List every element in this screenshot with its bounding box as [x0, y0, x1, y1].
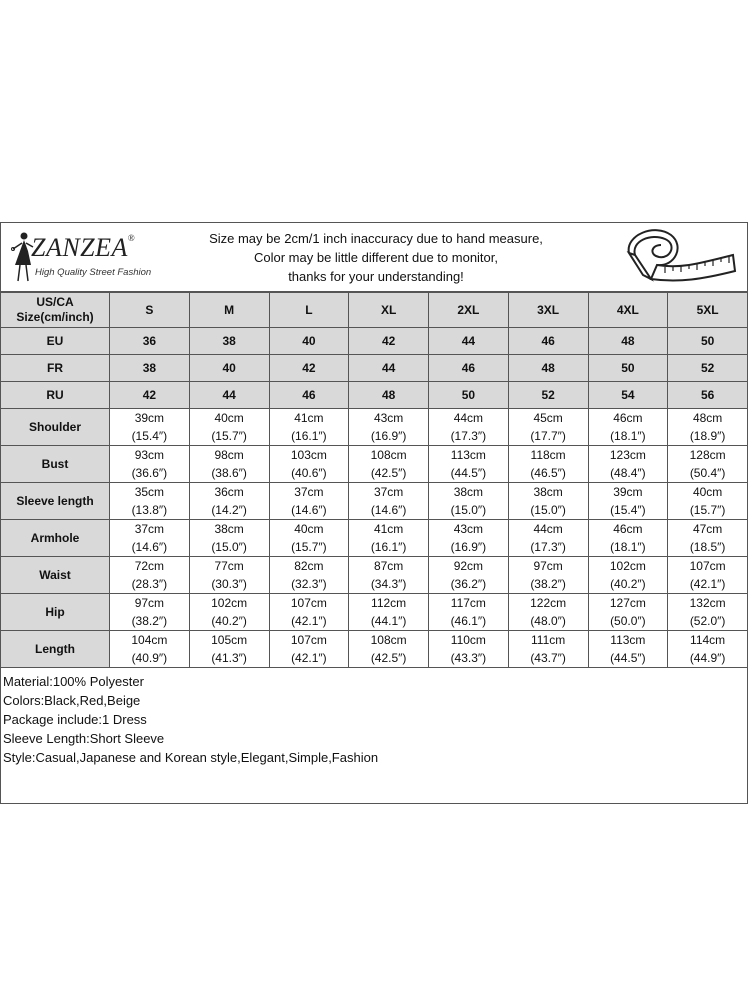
- conversion-cell: 42: [110, 382, 190, 409]
- cm-value: 107cm: [689, 559, 726, 573]
- cm-value: 37cm: [373, 485, 404, 499]
- inch-value: (28.3″): [131, 577, 168, 591]
- measurement-cell: [189, 446, 269, 483]
- inch-value: (48.0″): [530, 614, 566, 628]
- conversion-cell: 50: [429, 382, 509, 409]
- inch-value: (16.1″): [370, 540, 407, 554]
- measurement-cell: [668, 520, 748, 557]
- cm-value: 107cm: [290, 633, 327, 647]
- measurement-cell: [668, 557, 748, 594]
- row-label: EU: [1, 328, 110, 355]
- conversion-row: [1, 382, 748, 409]
- inch-value: (42.1″): [291, 651, 327, 665]
- cm-value: 39cm: [134, 411, 165, 425]
- measurement-cell: [349, 557, 429, 594]
- measurement-cell: [429, 446, 509, 483]
- conversion-cell: 44: [349, 355, 429, 382]
- inch-value: (30.3″): [211, 577, 247, 591]
- cm-value: 111cm: [531, 633, 566, 647]
- size-header-cell: S: [110, 293, 190, 328]
- measurement-row: [1, 483, 748, 520]
- measurement-cell: [110, 557, 190, 594]
- inch-value: (36.2″): [450, 577, 487, 591]
- measurement-cell: [508, 520, 588, 557]
- inch-value: (17.3″): [450, 429, 487, 443]
- inch-value: (15.0″): [450, 503, 487, 517]
- cm-value: 38cm: [214, 522, 244, 536]
- inch-value: (40.2″): [610, 577, 646, 591]
- cm-value: 127cm: [609, 596, 646, 610]
- inch-value: (38.6″): [211, 466, 247, 480]
- conversion-cell: 54: [588, 382, 668, 409]
- cm-value: 47cm: [692, 522, 723, 536]
- conversion-cell: 44: [429, 328, 509, 355]
- measurement-cell: [269, 446, 349, 483]
- measurement-cell: [189, 409, 269, 446]
- row-label: Armhole: [1, 520, 110, 557]
- size-header-label-line1: US/CA: [36, 295, 74, 309]
- cm-value: 114cm: [690, 633, 726, 647]
- cm-value: 45cm: [533, 411, 563, 425]
- cm-value: 87cm: [373, 559, 404, 573]
- measurement-cell: [508, 483, 588, 520]
- measurement-cell: [189, 557, 269, 594]
- measurement-cell: [349, 631, 429, 668]
- measurement-cell: [508, 631, 588, 668]
- inch-value: (18.1″): [610, 540, 646, 554]
- size-table: [0, 292, 748, 668]
- registered-mark: ®: [127, 233, 136, 243]
- measurement-cell: [588, 631, 668, 668]
- row-label: FR: [1, 355, 110, 382]
- inch-value: (50.4″): [689, 466, 726, 480]
- cm-value: 132cm: [689, 596, 726, 610]
- measurement-cell: [668, 631, 748, 668]
- brand-tagline: High Quality Street Fashion: [35, 267, 152, 278]
- measurement-cell: [269, 483, 349, 520]
- inch-value: (44.5″): [610, 651, 646, 665]
- inch-value: (42.5″): [370, 651, 407, 665]
- measurement-row: [1, 594, 748, 631]
- inch-value: (16.9″): [450, 540, 487, 554]
- cm-value: 108cm: [370, 633, 407, 647]
- measurement-cell: [668, 594, 748, 631]
- measurement-cell: [429, 409, 509, 446]
- inch-value: (14.2″): [211, 503, 247, 517]
- conversion-cell: 40: [269, 328, 349, 355]
- conversion-row: [1, 328, 748, 355]
- conversion-cell: 42: [349, 328, 429, 355]
- cm-value: 128cm: [689, 448, 726, 462]
- cm-value: 113cm: [610, 633, 646, 647]
- brand-name: [31, 233, 135, 263]
- note-line: Size may be 2cm/1 inch inaccuracy due to hand measure,: [209, 231, 543, 246]
- inch-value: (48.4″): [610, 466, 646, 480]
- size-header-label: [1, 293, 110, 328]
- inch-value: (18.5″): [689, 540, 726, 554]
- brand-name-text: ZANZEA: [31, 233, 128, 262]
- detail-style: Style:Casual,Japanese and Korean style,Elegant,Simple,Fashion: [3, 750, 379, 765]
- measurement-cell: [110, 483, 190, 520]
- measurement-cell: [588, 594, 668, 631]
- cm-value: 38cm: [533, 485, 563, 499]
- inch-value: (44.1″): [370, 614, 407, 628]
- cm-value: 40cm: [692, 485, 723, 499]
- conversion-row: [1, 355, 748, 382]
- measurement-cell: [588, 557, 668, 594]
- measurement-cell: [429, 594, 509, 631]
- measurement-cell: [269, 594, 349, 631]
- inch-value: (43.3″): [450, 651, 487, 665]
- inch-value: (16.1″): [291, 429, 327, 443]
- cm-value: 77cm: [214, 559, 244, 573]
- measurement-cell: [429, 557, 509, 594]
- conversion-cell: 46: [508, 328, 588, 355]
- measurement-cell: [588, 520, 668, 557]
- measurement-cell: [269, 631, 349, 668]
- note-line: thanks for your understanding!: [288, 269, 464, 284]
- inch-value: (18.9″): [689, 429, 726, 443]
- measurement-cell: [668, 446, 748, 483]
- conversion-cell: 48: [349, 382, 429, 409]
- inch-value: (42.1″): [689, 577, 726, 591]
- cm-value: 48cm: [692, 411, 723, 425]
- inch-value: (34.3″): [370, 577, 407, 591]
- measurement-cell: [189, 483, 269, 520]
- measurement-cell: [349, 409, 429, 446]
- cm-value: 112cm: [371, 596, 407, 610]
- conversion-cell: 56: [668, 382, 748, 409]
- conversion-cell: 38: [110, 355, 190, 382]
- measurement-cell: [269, 409, 349, 446]
- measurement-cell: [349, 594, 429, 631]
- measurement-cell: [269, 557, 349, 594]
- row-label: Length: [1, 631, 110, 668]
- size-header-cell: 3XL: [508, 293, 588, 328]
- inch-value: (15.0″): [211, 540, 247, 554]
- measurement-cell: [110, 631, 190, 668]
- measurement-cell: [269, 520, 349, 557]
- note-line: Color may be little different due to monitor,: [254, 250, 498, 265]
- size-header-cell: XL: [349, 293, 429, 328]
- inch-value: (15.4″): [131, 429, 168, 443]
- cm-value: 37cm: [294, 485, 324, 499]
- cm-value: 37cm: [134, 522, 165, 536]
- brand-logo: [5, 227, 155, 287]
- inch-value: (15.0″): [530, 503, 566, 517]
- cm-value: 92cm: [453, 559, 484, 573]
- cm-value: 118cm: [530, 448, 566, 462]
- inch-value: (15.4″): [610, 503, 646, 517]
- cm-value: 38cm: [453, 485, 484, 499]
- conversion-cell: 42: [269, 355, 349, 382]
- conversion-cell: 36: [110, 328, 190, 355]
- measurement-row: [1, 520, 748, 557]
- cm-value: 97cm: [134, 596, 165, 610]
- inch-value: (50.0″): [610, 614, 646, 628]
- cm-value: 107cm: [290, 596, 327, 610]
- measuring-tape-icon: [621, 225, 739, 289]
- measurement-row: [1, 631, 748, 668]
- measurement-cell: [110, 409, 190, 446]
- cm-value: 102cm: [211, 596, 248, 610]
- cm-value: 113cm: [450, 448, 486, 462]
- size-header-cell: 2XL: [429, 293, 509, 328]
- measurement-cell: [110, 520, 190, 557]
- inch-value: (15.7″): [689, 503, 726, 517]
- cm-value: 41cm: [294, 411, 324, 425]
- inch-value: (42.5″): [370, 466, 407, 480]
- inch-value: (14.6″): [370, 503, 407, 517]
- row-label: Shoulder: [1, 409, 110, 446]
- measurement-cell: [110, 446, 190, 483]
- inch-value: (46.5″): [530, 466, 566, 480]
- measurement-row: [1, 446, 748, 483]
- cm-value: 108cm: [370, 448, 407, 462]
- cm-value: 98cm: [214, 448, 244, 462]
- measurement-cell: [110, 594, 190, 631]
- size-header-row: [1, 293, 748, 328]
- conversion-cell: 52: [668, 355, 748, 382]
- measurement-cell: [508, 446, 588, 483]
- measurement-cell: [588, 446, 668, 483]
- inch-value: (14.6″): [291, 503, 327, 517]
- measurement-cell: [349, 483, 429, 520]
- measurement-cell: [189, 594, 269, 631]
- inch-value: (17.7″): [530, 429, 566, 443]
- cm-value: 43cm: [373, 411, 404, 425]
- conversion-cell: 38: [189, 328, 269, 355]
- measurement-cell: [429, 631, 509, 668]
- row-label: Sleeve length: [1, 483, 110, 520]
- measurement-cell: [189, 520, 269, 557]
- size-header-label-line2: Size(cm/inch): [16, 310, 94, 324]
- inch-value: (32.3″): [291, 577, 327, 591]
- inch-value: (14.6″): [131, 540, 168, 554]
- size-header-cell: L: [269, 293, 349, 328]
- detail-material: Material:100% Polyester: [3, 674, 144, 689]
- measurement-cell: [429, 483, 509, 520]
- row-label: Bust: [1, 446, 110, 483]
- cm-value: 43cm: [453, 522, 484, 536]
- measurement-cell: [508, 409, 588, 446]
- conversion-cell: 40: [189, 355, 269, 382]
- conversion-cell: 48: [588, 328, 668, 355]
- cm-value: 44cm: [533, 522, 563, 536]
- inch-value: (18.1″): [610, 429, 646, 443]
- cm-value: 123cm: [609, 448, 646, 462]
- inch-value: (40.6″): [291, 466, 327, 480]
- inch-value: (36.6″): [131, 466, 168, 480]
- size-chart: [0, 222, 748, 804]
- measurement-cell: [349, 520, 429, 557]
- inch-value: (15.7″): [211, 429, 247, 443]
- measurement-cell: [668, 483, 748, 520]
- inch-value: (42.1″): [291, 614, 327, 628]
- cm-value: 72cm: [134, 559, 165, 573]
- inch-value: (44.5″): [450, 466, 487, 480]
- chart-header: [1, 223, 747, 292]
- cm-value: 103cm: [290, 448, 327, 462]
- inch-value: (15.7″): [291, 540, 327, 554]
- inch-value: (46.1″): [450, 614, 487, 628]
- cm-value: 97cm: [533, 559, 563, 573]
- cm-value: 40cm: [214, 411, 244, 425]
- detail-sleeve-length: Sleeve Length:Short Sleeve: [3, 731, 165, 746]
- cm-value: 122cm: [530, 596, 567, 610]
- cm-value: 82cm: [294, 559, 324, 573]
- inch-value: (40.9″): [131, 651, 168, 665]
- measurement-cell: [508, 594, 588, 631]
- inch-value: (52.0″): [689, 614, 726, 628]
- inch-value: (41.3″): [211, 651, 247, 665]
- cm-value: 93cm: [134, 448, 165, 462]
- measurement-cell: [588, 409, 668, 446]
- conversion-cell: 48: [508, 355, 588, 382]
- conversion-cell: 44: [189, 382, 269, 409]
- size-header-cell: M: [189, 293, 269, 328]
- cm-value: 110cm: [450, 633, 486, 647]
- measurement-cell: [349, 446, 429, 483]
- measurement-cell: [508, 557, 588, 594]
- measurement-cell: [668, 409, 748, 446]
- inch-value: (13.8″): [131, 503, 168, 517]
- inch-value: (38.2″): [131, 614, 168, 628]
- measurement-cell: [189, 631, 269, 668]
- cm-value: 46cm: [613, 522, 643, 536]
- inch-value: (38.2″): [530, 577, 566, 591]
- cm-value: 41cm: [373, 522, 404, 536]
- cm-value: 117cm: [450, 596, 486, 610]
- conversion-cell: 50: [668, 328, 748, 355]
- row-label: Waist: [1, 557, 110, 594]
- row-label: RU: [1, 382, 110, 409]
- conversion-cell: 46: [269, 382, 349, 409]
- size-header-cell: 5XL: [668, 293, 748, 328]
- inch-value: (44.9″): [689, 651, 726, 665]
- inch-value: (17.3″): [530, 540, 566, 554]
- cm-value: 102cm: [609, 559, 646, 573]
- cm-value: 36cm: [214, 485, 244, 499]
- inch-value: (40.2″): [211, 614, 247, 628]
- cm-value: 40cm: [294, 522, 324, 536]
- detail-colors: Colors:Black,Red,Beige: [3, 693, 141, 708]
- detail-package: Package include:1 Dress: [3, 712, 147, 727]
- cm-value: 35cm: [134, 485, 165, 499]
- measurement-notes: [176, 229, 576, 286]
- measurement-cell: [429, 520, 509, 557]
- cm-value: 39cm: [613, 485, 643, 499]
- inch-value: (43.7″): [530, 651, 566, 665]
- product-details: [1, 668, 747, 767]
- measurement-row: [1, 557, 748, 594]
- conversion-cell: 46: [429, 355, 509, 382]
- size-header-cell: 4XL: [588, 293, 668, 328]
- inch-value: (16.9″): [370, 429, 407, 443]
- row-label: Hip: [1, 594, 110, 631]
- cm-value: 46cm: [613, 411, 643, 425]
- measurement-cell: [588, 483, 668, 520]
- measurement-row: [1, 409, 748, 446]
- conversion-cell: 52: [508, 382, 588, 409]
- cm-value: 44cm: [453, 411, 484, 425]
- conversion-cell: 50: [588, 355, 668, 382]
- cm-value: 105cm: [211, 633, 248, 647]
- cm-value: 104cm: [131, 633, 168, 647]
